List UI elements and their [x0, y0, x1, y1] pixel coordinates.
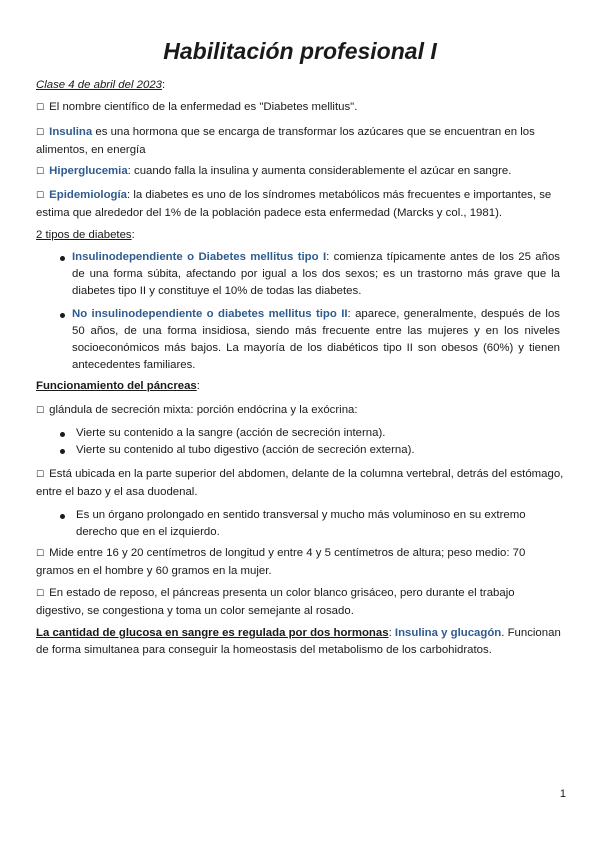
date-label: Clase 4 de abril del 2023 [36, 79, 163, 91]
paragraph-hiperglucemia [36, 163, 564, 181]
bullet-dot [60, 432, 65, 437]
term-insulina: Insulina [49, 126, 93, 138]
pancreas-heading: Funcionamiento del páncreas: [36, 380, 200, 392]
class-date: Clase 4 de abril del 2023: [36, 79, 166, 91]
paragraph-epidemiologia [36, 187, 564, 222]
paragraph-insulina [36, 124, 564, 159]
term-type-2: No insulinodependiente o diabetes mellitus tipo II [72, 308, 348, 320]
paragraph-text: : comienza típicamente antes de los 25 años de una forma súbita, afectando por igual a los dos sexos; es un trastorno más grave que la diabetes tipo II y constituye el 10% de todas las diabetes. [72, 251, 561, 297]
paragraph-name [36, 99, 564, 117]
paragraph-text: . Funcionan de forma simultanea para conseguir la homeostasis del metabolismo de los carbohidratos. [36, 627, 561, 656]
list-item: Vierte su contenido al tubo digestivo (acción de secreción externa). [76, 444, 415, 456]
checkbox-glyph-icon: ☐ [36, 406, 45, 416]
paragraph-text: En estado de reposo, el páncreas presenta un color blanco grisáceo, pero durante el trabajo digestivo, se congestiona y toma un color semejante al rosado. [36, 587, 515, 617]
term-epidemiologia: Epidemiología [49, 189, 128, 201]
paragraph-text: Está ubicada en la parte superior del abdomen, delante de la columna vertebral, detrás del estómago, entre el bazo y el asa duodenal. [36, 468, 564, 498]
document-page [36, 0, 564, 848]
paragraph-hormonas [36, 625, 564, 659]
bullet-dot [60, 313, 65, 318]
types-heading-text: 2 tipos de diabetes [36, 229, 132, 241]
diabetes-type-2 [72, 306, 560, 374]
pancreas-heading-text: Funcionamiento del páncreas [36, 380, 197, 392]
checkbox-glyph-icon: ☐ [36, 167, 45, 177]
checkbox-glyph-icon: ☐ [36, 128, 45, 138]
term-type-1: Insulinodependiente o Diabetes mellitus tipo I [72, 251, 327, 263]
checkbox-glyph-icon: ☐ [36, 191, 45, 201]
paragraph-text: Mide entre 16 y 20 centímetros de longitud y entre 4 y 5 centímetros de altura; peso medio: 70 gramos en el hombre y 60 gramos en la mujer. [36, 547, 526, 577]
page-title: Habilitación profesional I [163, 38, 437, 64]
list-item: Es un órgano prolongado en sentido transversal y mucho más voluminoso en su extremo derecho que en el izquierdo. [76, 509, 526, 538]
paragraph-text: : la diabetes es uno de los síndromes metabólicos más frecuentes e importantes, se estima que alrededor del 1% de la población padece esta enfermedad (Marcks y col., 1981). [36, 189, 552, 219]
hormonas-lead: La cantidad de glucosa en sangre es regulada por dos hormonas [36, 627, 389, 639]
paragraph-text: glándula de secreción mixta: porción endócrina y la exócrina: [49, 404, 358, 416]
checkbox-glyph-icon: ☐ [36, 549, 45, 559]
list-item: Vierte su contenido a la sangre (acción de secreción interna). [76, 427, 386, 439]
bullet-dot [60, 449, 65, 454]
term-hiperglucemia: Hiperglucemia [49, 165, 128, 177]
diabetes-type-1 [72, 249, 560, 300]
checkbox-glyph-icon: ☐ [36, 470, 45, 480]
paragraph-text: : cuando falla la insulina y aumenta considerablemente el azúcar en sangre. [127, 165, 512, 177]
paragraph-text: El nombre científico de la enfermedad es "Diabetes mellitus". [49, 101, 358, 113]
paragraph-ubicacion [36, 466, 564, 501]
bullet-dot [60, 256, 65, 261]
checkbox-glyph-icon: ☐ [36, 103, 45, 113]
paragraph-glandula [36, 402, 564, 420]
checkbox-glyph-icon: ☐ [36, 589, 45, 599]
paragraph-medidas [36, 545, 564, 580]
bullet-dot [60, 514, 65, 519]
colon: : [388, 627, 395, 639]
paragraph-text: es una hormona que se encarga de transformar los azúcares que se encuentran en los alimentos, en energía [36, 126, 535, 156]
paragraph-reposo [36, 585, 564, 620]
term-insulina-glucagon: Insulina y glucagón [394, 627, 502, 639]
paragraph-text: : aparece, generalmente, después de los 50 años, de una forma insidiosa, siendo más frecuente entre las mujeres y en los niveles socioeconómicos más bajos. La mayoría de los diabéticos tipo II son obesos (60%) y tienen antecedentes familiares. [72, 308, 560, 371]
page-number: 1 [559, 788, 566, 800]
types-heading: 2 tipos de diabetes: [36, 229, 135, 241]
